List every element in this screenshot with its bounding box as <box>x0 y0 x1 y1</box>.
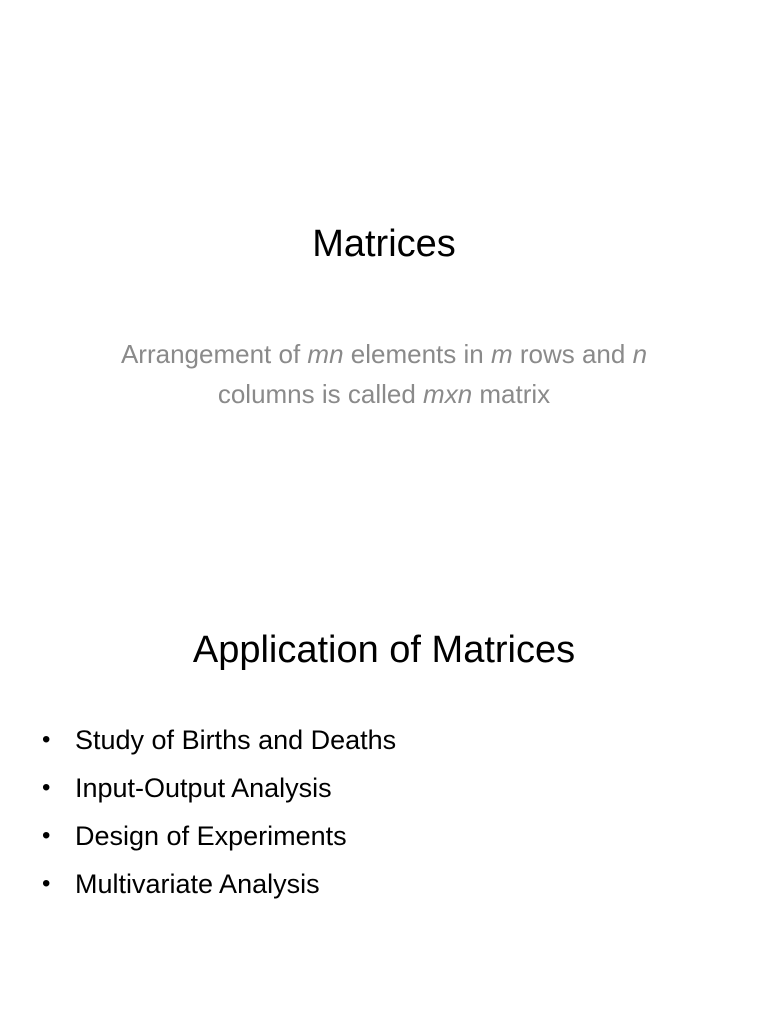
slide-title: Application of Matrices <box>192 629 576 671</box>
subtitle-term: mxn <box>423 379 473 409</box>
subtitle-text: rows and <box>512 339 633 369</box>
list-item <box>40 812 720 860</box>
subtitle-text: Arrangement of <box>120 339 308 369</box>
subtitle-text: columns is called <box>217 379 424 409</box>
list-item <box>40 764 720 812</box>
list-item <box>40 716 720 764</box>
bullet-icon: • <box>42 774 51 801</box>
slide-application <box>0 576 768 1024</box>
list-item-text: Input-Output Analysis <box>75 773 332 803</box>
bullet-list <box>40 716 720 908</box>
subtitle-term: m <box>490 339 513 369</box>
subtitle-text: elements in <box>343 339 491 369</box>
slide-title: Matrices <box>312 223 456 265</box>
slide-subtitle <box>120 334 648 414</box>
list-item-text: Study of Births and Deaths <box>75 725 397 755</box>
bullet-icon: • <box>42 870 51 897</box>
subtitle-term: mn <box>307 339 344 369</box>
subtitle-text: matrix <box>472 379 551 409</box>
subtitle-term: n <box>632 339 648 369</box>
bullet-icon: • <box>42 726 51 753</box>
list-item-text: Design of Experiments <box>75 821 347 851</box>
list-item-text: Multivariate Analysis <box>75 869 320 899</box>
list-item <box>40 860 720 908</box>
bullet-icon: • <box>42 822 51 849</box>
